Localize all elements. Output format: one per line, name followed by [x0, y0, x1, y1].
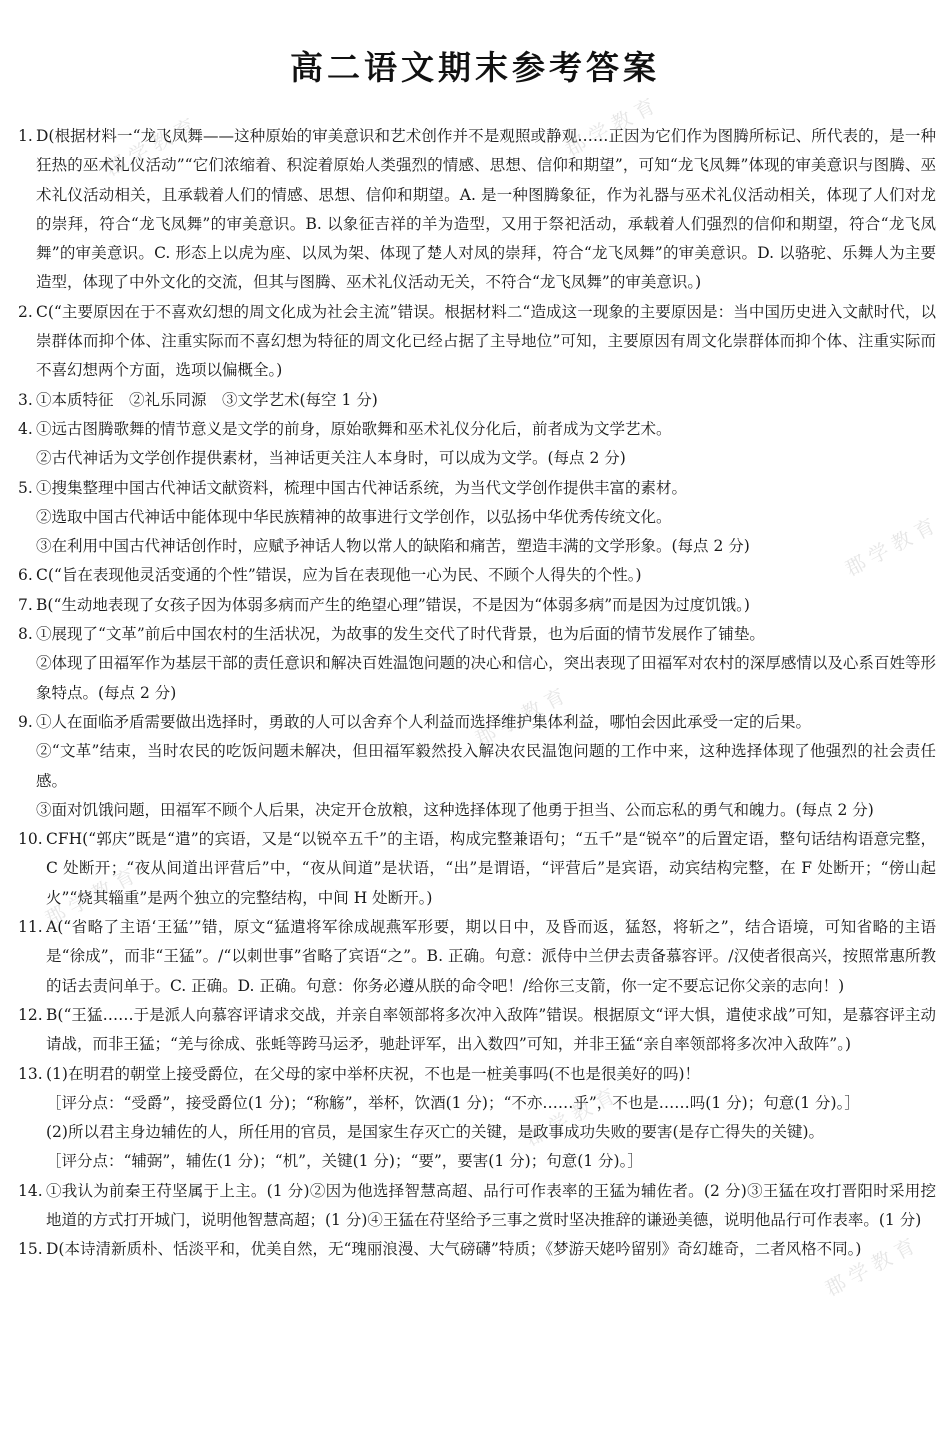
- answer-item-7: [18, 591, 936, 620]
- answer-item-11: [18, 913, 936, 1001]
- item-line: (1)在明君的朝堂上接受爵位，在父母的家中举杯庆祝，不也是一桩美事吗(不也是很美好的吗)！: [46, 1064, 701, 1083]
- item-text: D(根据材料一“龙飞凤舞——这种原始的审美意识和艺术创作并不是观照或静观……正因为它们作为图腾所标记、所代表的，是一种狂热的巫术礼仪活动”“它们浓缩着、积淀着原始人类强烈的情感、思想、信仰和期望”，可知“龙飞凤舞”体现的审美意识与图腾、巫术礼仪活动相关，且承载着人们的情感、思想、信仰和期望。A. 是一种图腾象征，作为礼器与巫术礼仪活动相关，体现了人们对龙的崇拜，符合“龙飞凤舞”的审美意识。B. 以象征吉祥的羊为造型，又用于祭祀活动，承载着人们强烈的信仰和期望，符合“龙飞凤舞”的审美意识。C. 形态上以虎为座、以凤为架、体现了楚人对凤的崇拜，符合“龙飞凤舞”的审美意识。D. 以骆驼、乐舞人为主要造型，体现了中外文化的交流，但其与图腾、巫术礼仪活动无关，不符合“龙飞凤舞”的审美意识。): [36, 127, 936, 292]
- item-text: B(“生动地表现了女孩子因为体弱多病而产生的绝望心理”错误，不是因为“体弱多病”而是因为过度饥饿。): [36, 595, 750, 614]
- item-line: ②古代神话为文学创作提供素材，当神话更关注人本身时，可以成为文学。(每点 2 分): [36, 449, 626, 468]
- watermark: 郡学教育: [561, 90, 665, 161]
- item-text: A(“省略了主语‘王猛’”错，原文“猛遣将军徐成觇燕军形要，期以日中，及昏而返，猛怒，将斩之”，结合语境，可知省略的主语是“徐成”，而非“王猛”。/“以刺世事”省略了宾语“之”。B. 正确。句意：派侍中兰伊去责备慕容评。/汉使者很高兴，按照常惠所教的话去责问单于。C. 正确。D. 正确。句意：你务必遵从朕的命令吧！/给你三支箭，你一定不要忘记你父亲的志向！): [46, 918, 936, 995]
- item-number: 12.: [18, 1005, 43, 1024]
- item-number: 14.: [18, 1181, 43, 1200]
- item-text: D(本诗清新质朴、恬淡平和，优美自然，无“瑰丽浪漫、大气磅礴”特质；《梦游天姥吟留别》奇幻雄奇，二者风格不同。): [46, 1240, 862, 1259]
- watermark: 郡学教育: [101, 110, 205, 181]
- item-line: ［评分点：“受爵”，接受爵位(1 分)；“称觞”，举杯，饮酒(1 分)；“不亦……乎”，不也是……吗(1 分)；句意(1 分)。］: [46, 1093, 860, 1112]
- item-line: ［评分点：“辅弼”，辅佐(1 分)；“机”，关键(1 分)；“要”，要害(1 分)；句意(1 分)。］: [46, 1152, 643, 1171]
- answer-item-2: [18, 298, 936, 386]
- watermark: 郡学教育: [41, 860, 145, 931]
- answer-item-1: [18, 122, 936, 298]
- answer-item-10: [18, 825, 936, 913]
- answer-item-14: [18, 1177, 936, 1236]
- item-text: C(“主要原因在于不喜欢幻想的周文化成为社会主流”错误。根据材料二“造成这一现象的主要原因是：当中国历史进入文献时代，以崇群体而抑个体、注重实际而不喜幻想为特征的周文化已经占据了主导地位”可知，主要原因有周文化崇群体而抑个体、注重实际而不喜幻想两个方面，选项以偏概全。): [36, 302, 936, 380]
- item-text: B(“王猛……于是派人向慕容评请求交战，并亲自率领部将多次冲入敌阵”错误。根据原文“评大惧，遣使求战”可知，是慕容评主动请战，而非王猛；“羌与徐成、张蚝等跨马运矛，驰赴评军，出入数四”可知，并非王猛“亲自率领部将多次冲入敌阵”。): [46, 1005, 936, 1054]
- answer-item-9: [18, 708, 936, 825]
- answer-item-4: [18, 415, 936, 474]
- item-number: 3.: [18, 390, 33, 409]
- item-line: ①人在面临矛盾需要做出选择时，勇敢的人可以舍弃个人利益而选择维护集体利益，哪怕会因此承受一定的后果。: [36, 712, 812, 731]
- watermark: 郡学教育: [521, 1080, 625, 1151]
- answer-item-5: [18, 474, 936, 562]
- item-line: ③面对饥饿问题，田福军不顾个人后果，决定开仓放粮，这种选择体现了他勇于担当、公而忘私的勇气和魄力。(每点 2 分): [36, 800, 874, 819]
- item-number: 5.: [18, 478, 33, 497]
- item-number: 6.: [18, 566, 33, 585]
- item-line: ②选取中国古代神话中能体现中华民族精神的故事进行文学创作，以弘扬中华优秀传统文化。: [36, 507, 672, 526]
- item-number: 4.: [18, 419, 33, 438]
- answer-item-13: [18, 1060, 936, 1177]
- answer-item-6: [18, 561, 936, 590]
- answer-item-8: [18, 620, 936, 708]
- item-number: 13.: [18, 1064, 43, 1083]
- item-text: ①我认为前秦王苻坚属于上主。(1 分)②因为他选择智慧高超、品行可作表率的王猛为辅佐者。(2 分)③王猛在攻打晋阳时采用挖地道的方式打开城门，说明他智慧高超；(1 分)④王猛在苻坚给予三事之赏时坚决推辞的谦逊美德，说明他品行可作表率。(1 分): [46, 1181, 936, 1229]
- answer-item-3: [18, 386, 936, 415]
- item-line: ①搜集整理中国古代神话文献资料，梳理中国古代神话系统，为当代文学创作提供丰富的素材。: [36, 478, 688, 497]
- item-number: 7.: [18, 595, 33, 614]
- page-title: 高二语文期末参考答案: [290, 48, 660, 87]
- item-line: ③在利用中国古代神话创作时，应赋予神话人物以常人的缺陷和痛苦，塑造丰满的文学形象。(每点 2 分): [36, 537, 750, 556]
- item-line: (2)所以君主身边辅佐的人，所任用的官员，是国家生存灭亡的关键，是政事成功失败的要害(是存亡得失的关键)。: [46, 1123, 825, 1142]
- watermark: 郡学教育: [841, 510, 945, 581]
- item-text: CFH(“郭庆”既是“遣”的宾语，又是“以锐卒五千”的主语，构成完整兼语句；“五千”是“锐卒”的后置定语，整句话结构语意完整，C 处断开；“夜从间道出评营后”中，“夜从间道”是状语，“出”是谓语，“评营后”是宾语，动宾结构完整，在 F 处断开；“傍山起火”“烧其辎重”是两个独立的完整结构，中间 H 处断开。): [46, 830, 936, 907]
- item-number: 1.: [18, 127, 33, 145]
- item-text: ①本质特征 ②礼乐同源 ③文学艺术(每空 1 分): [36, 390, 378, 409]
- answer-item-15: [18, 1235, 936, 1264]
- answer-list: [18, 122, 936, 1265]
- item-number: 15.: [18, 1240, 43, 1259]
- item-line: ①展现了“文革”前后中国农村的生活状况，为故事的发生交代了时代背景，也为后面的情节发展作了铺垫。: [36, 625, 765, 644]
- item-number: 10.: [18, 830, 43, 849]
- watermark: 郡学教育: [471, 680, 575, 751]
- item-line: ②体现了田福军作为基层干部的责任意识和解决百姓温饱问题的决心和信心，突出表现了田福军对农村的深厚感情以及心系百姓等形象特点。(每点 2 分): [36, 654, 936, 702]
- item-line: ②“文革”结束，当时农民的吃饭问题未解决，但田福军毅然投入解决农民温饱问题的工作中来，这种选择体现了他强烈的社会责任感。: [36, 742, 936, 790]
- item-number: 8.: [18, 625, 33, 644]
- watermark: 郡学教育: [821, 1230, 925, 1301]
- item-text: C(“旨在表现他灵活变通的个性”错误，应为旨在表现他一心为民、不顾个人得失的个性。): [36, 566, 642, 585]
- item-number: 2.: [18, 302, 33, 321]
- item-line: ①远古图腾歌舞的情节意义是文学的前身，原始歌舞和巫术礼仪分化后，前者成为文学艺术。: [36, 419, 672, 438]
- answer-item-12: [18, 1001, 936, 1060]
- item-number: 11.: [18, 918, 43, 937]
- item-number: 9.: [18, 712, 33, 731]
